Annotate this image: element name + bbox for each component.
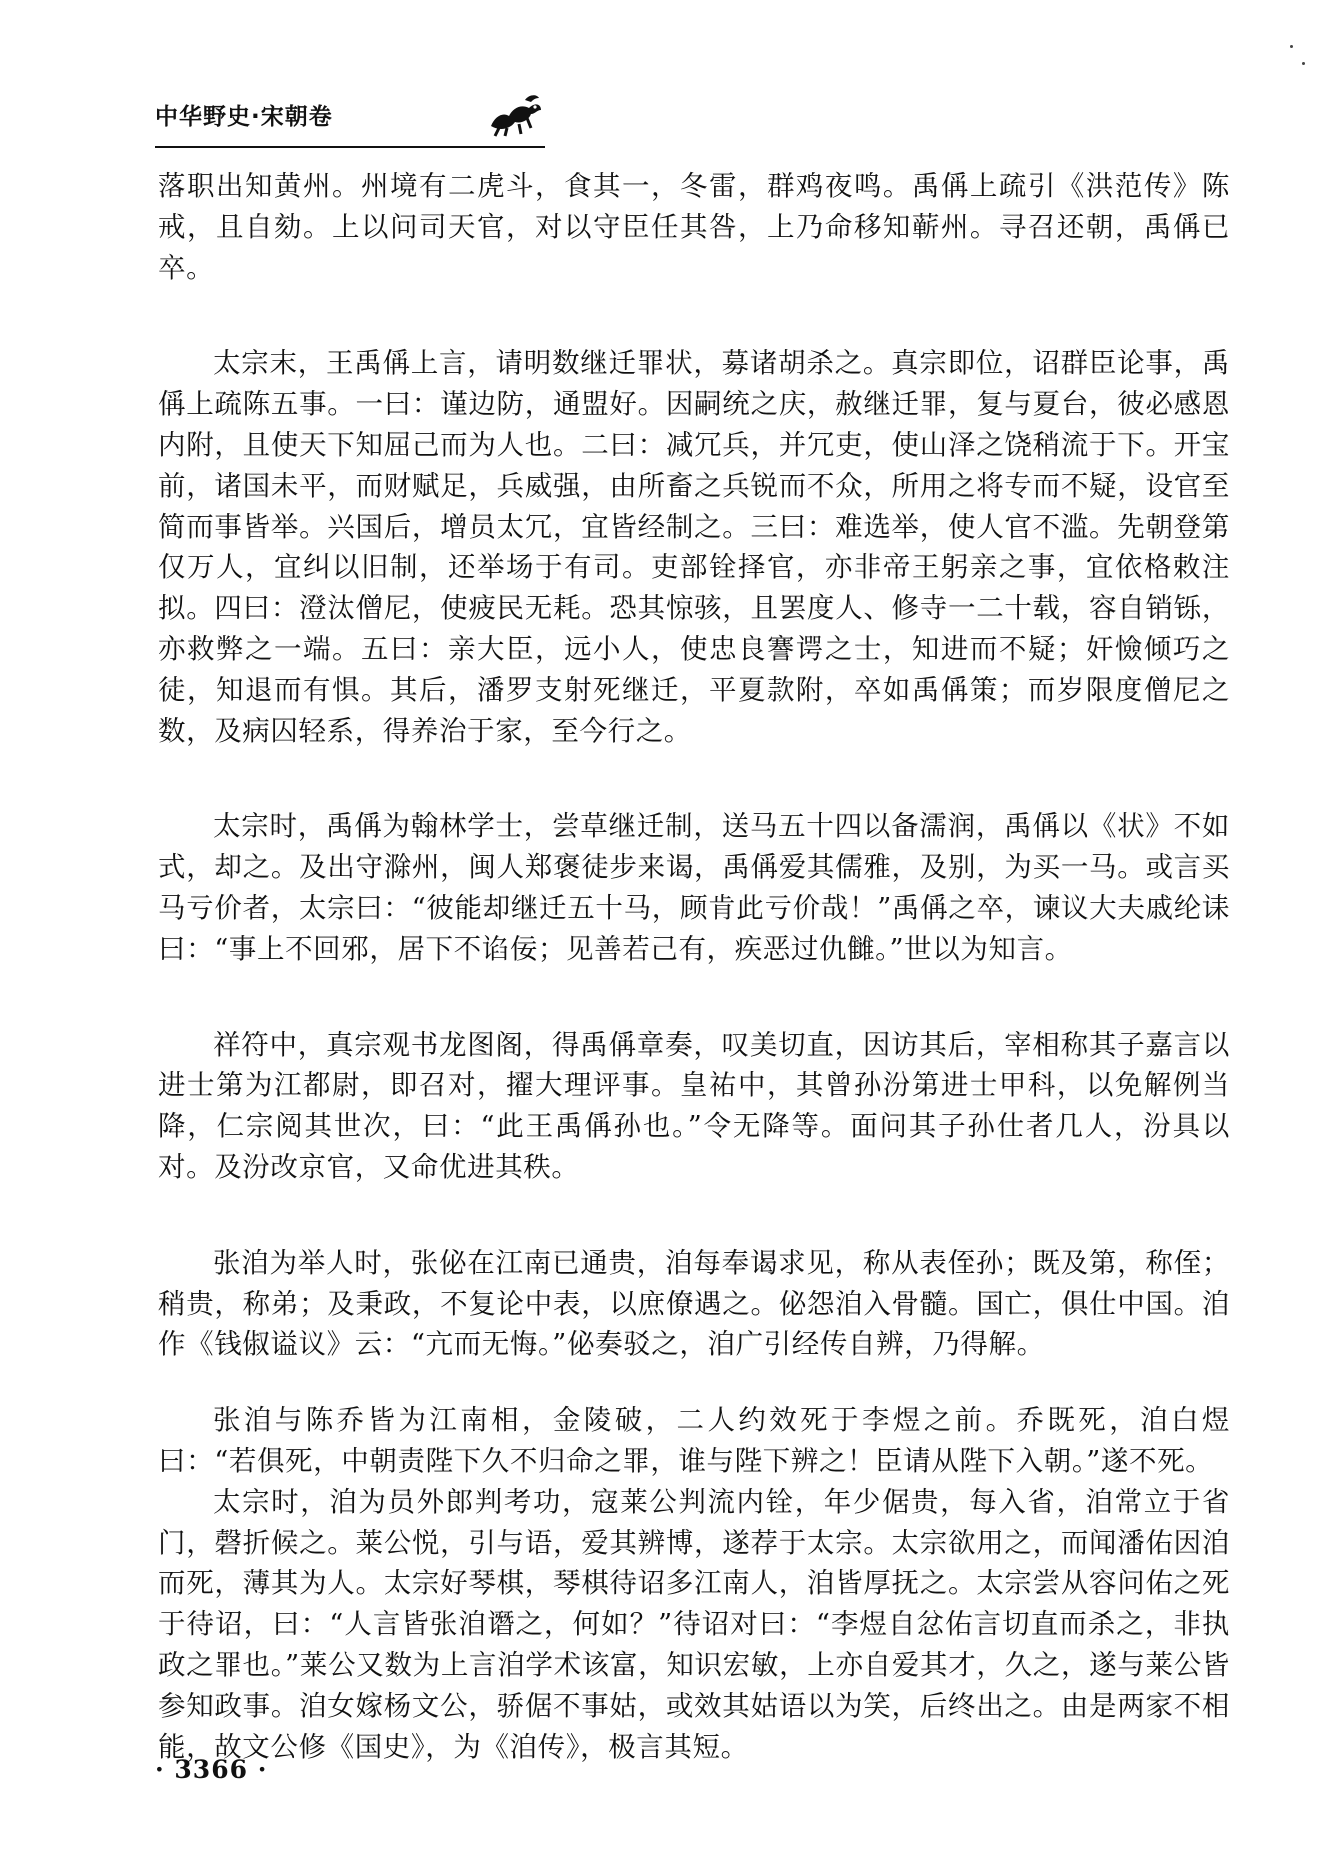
paragraph: 太宗末，王禹偁上言，请明数继迁罪状，募诸胡杀之。真宗即位，诏群臣论事，禹偁上疏陈五事。一曰：谨边防，通盟好。因嗣统之庆，赦继迁罪，复与夏台，彼必感恩内附，且使天下知屈己而为人也。二曰：减冗兵，并冗吏，使山泽之饶稍流于下。开宝前，诸国未平，而财赋足，兵威强，由所畜之兵锐而不众，所用之将专而不疑，设官至简而事皆举。兴国后，增员太冗，宜皆经制之。三曰：难选举，使人官不滥。先朝登第仅万人，宜纠以旧制，还举场于有司。吏部铨择官，亦非帝王躬亲之事，宜依格敕注拟。四曰：澄汰僧尼，使疲民无耗。恐其惊骇，且罢度人、修寺一二十载，容自销铄，亦救弊之一端。五曰：亲大臣，远小人，使忠良謇谔之士，知进而不疑；奸憸倾巧之徒，知退而有惧。其后，潘罗支射死继迁，平夏款附，卒如禹偁策；而岁限度僧尼之数，及病囚轻系，得养治于家，至今行之。 bbox=[158, 347, 1230, 747]
paragraph: 祥符中，真宗观书龙图阁，得禹偁章奏，叹美切直，因访其后，宰相称其子嘉言以进士第为江都尉，即召对，擢大理评事。皇祐中，其曾孙汾第进士甲科，以免解例当降，仁宗阅其世次，曰：“此王禹偁孙也。”令无降等。面问其子孙仕者几人，汾具以对。及汾改京官，又命优进其秩。 bbox=[158, 1028, 1230, 1183]
paragraph: 太宗时，洎为员外郎判考功，寇莱公判流内铨，年少倨贵，每入省，洎常立于省门，磬折候之。莱公悦，引与语，爱其辨博，遂荐于太宗。太宗欲用之，而闻潘佑因洎而死，薄其为人。太宗好琴棋，琴棋待诏多江南人，洎皆厚抚之。太宗尝从容问佑之死于待诏，曰：“人言皆张洎谮之，何如？”待诏对曰：“李煜自忿佑言切直而杀之，非执政之罪也。”莱公又数为上言洎学术该富，知识宏敏，上亦自爱其才，久之，遂与莱公皆参知政事。洎女嫁杨文公，骄倨不事姑，或效其姑语以为笑，后终出之。由是两家不相能，故文公修《国史》，为《洎传》，极言其短。 bbox=[158, 1485, 1230, 1763]
dragon-emblem-icon bbox=[485, 88, 545, 138]
running-header bbox=[155, 88, 545, 152]
scan-speck bbox=[1290, 45, 1293, 48]
paragraph: 落职出知黄州。州境有二虎斗，食其一，冬雷，群鸡夜鸣。禹偁上疏引《洪范传》陈戒，且自劾。上以问司天官，对以守臣任其咎，上乃命移知蕲州。寻召还朝，禹偁已卒。 bbox=[158, 170, 1230, 284]
page-body bbox=[158, 166, 1230, 1767]
scan-speck bbox=[1302, 62, 1305, 65]
paragraph: 张洎与陈乔皆为江南相，金陵破，二人约效死于李煜之前。乔既死，洎白煜曰：“若俱死，中朝责陛下久不归命之罪，谁与陛下辨之！臣请从陛下入朝。”遂不死。 bbox=[158, 1404, 1230, 1477]
page-number: · 3366 · bbox=[155, 1755, 268, 1784]
header-rule bbox=[155, 146, 545, 148]
book-title: 中华野史·宋朝卷 bbox=[155, 104, 333, 130]
paragraph: 张洎为举人时，张佖在江南已通贵，洎每奉谒求见，称从表侄孙；既及第，称侄；稍贵，称弟；及秉政，不复论中表，以庶僚遇之。佖怨洎入骨髓。国亡，俱仕中国。洎作《钱俶谥议》云：“亢而无悔。”佖奏驳之，洎广引经传自辨，乃得解。 bbox=[158, 1246, 1230, 1361]
paragraph: 太宗时，禹偁为翰林学士，尝草继迁制，送马五十四以备濡润，禹偁以《状》不如式，却之。及出守滁州，闽人郑褒徒步来谒，禹偁爱其儒雅，及别，为买一马。或言买马亏价者，太宗曰：“彼能却继迁五十马，顾肯此亏价哉！”禹偁之卒，谏议大夫戚纶诔曰：“事上不回邪，居下不谄佞；见善若己有，疾恶过仇雠。”世以为知言。 bbox=[158, 810, 1230, 965]
